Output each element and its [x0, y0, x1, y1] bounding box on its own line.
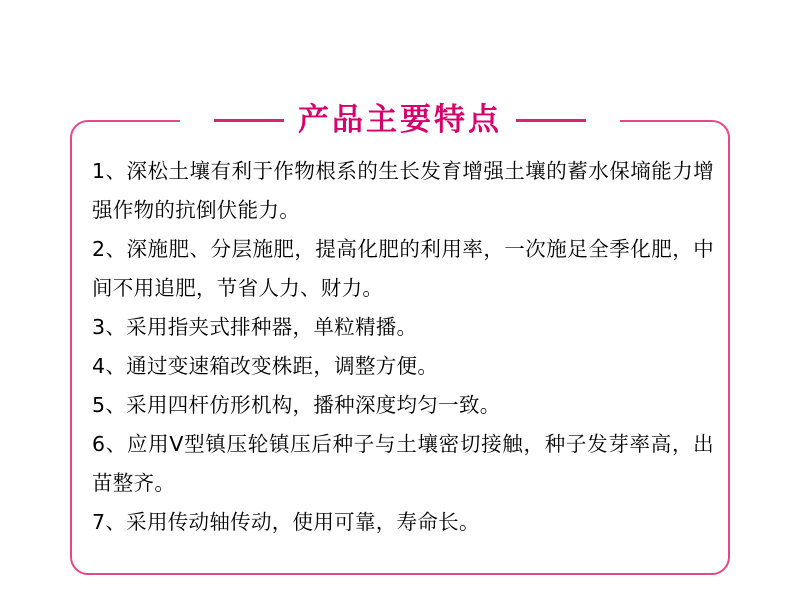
list-item: 1、深松土壤有利于作物根系的生长发育增强土壤的蓄水保墒能力增强作物的抗倒伏能力。	[92, 159, 714, 222]
feature-list	[92, 152, 714, 542]
page-title: 产品主要特点	[284, 103, 516, 137]
list-item: 7、采用传动轴传动，使用可靠，寿命长。	[92, 510, 480, 534]
slide-title-block	[0, 92, 800, 148]
list-item: 2、深施肥、分层施肥，提高化肥的利用率，一次施足全季化肥，中间不用追肥，节省人力、财力。	[92, 237, 714, 300]
list-item: 5、采用四杆仿形机构，播种深度均匀一致。	[92, 393, 501, 417]
list-item: 3、采用指夹式排种器，单粒精播。	[92, 315, 418, 339]
title-rule-left	[214, 119, 284, 122]
list-item: 6、应用V型镇压轮镇压后种子与土壤密切接触，种子发芽率高，出苗整齐。	[92, 432, 714, 495]
title-rule-right	[516, 119, 586, 122]
list-item: 4、通过变速箱改变株距，调整方便。	[92, 354, 439, 378]
